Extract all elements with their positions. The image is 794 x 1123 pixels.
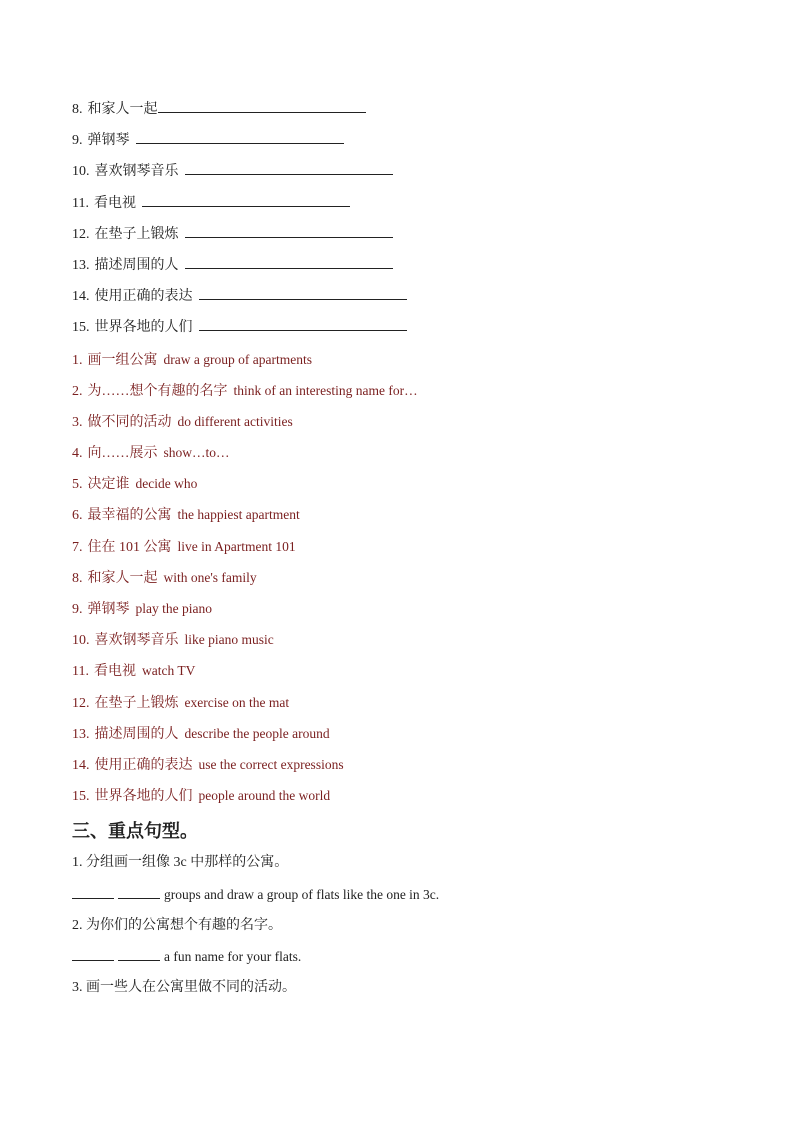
answer-chinese: 为……想个有趣的名字	[87, 383, 228, 399]
answer-chinese: 弹钢琴	[87, 602, 130, 617]
word-blank[interactable]	[118, 948, 160, 961]
section-heading: 三、重点句型。	[72, 821, 198, 843]
question-number: 15.	[72, 320, 90, 336]
answer-row	[72, 410, 732, 441]
word-blank[interactable]	[72, 886, 114, 899]
sentence-text: groups and draw a group of flats like the one in 3c.	[164, 886, 440, 902]
answer-english: like piano music	[184, 632, 274, 648]
answer-english: people around the world	[198, 788, 331, 804]
question-row	[72, 98, 732, 129]
sentence-fill-row	[72, 945, 732, 976]
question-number: 8.	[72, 102, 83, 117]
answer-number: 2.	[72, 383, 83, 399]
answer-english: live in Apartment 101	[177, 538, 296, 554]
sentence-prompt: 3. 画一些人在公寓里做不同的活动。	[72, 980, 296, 996]
answer-row	[72, 503, 732, 534]
answer-chinese: 做不同的活动	[87, 414, 172, 430]
answer-number: 4.	[72, 446, 83, 462]
question-text: 弹钢琴	[87, 133, 130, 149]
answer-row	[72, 535, 732, 566]
worksheet-page	[72, 98, 732, 1007]
answer-english: do different activities	[177, 413, 293, 429]
answer-number: 12.	[72, 695, 90, 711]
answer-english: play the piano	[135, 601, 212, 616]
answer-number: 13.	[72, 726, 90, 742]
answer-row	[72, 348, 732, 379]
answer-chinese: 画一组公寓	[87, 352, 158, 368]
question-number: 14.	[72, 289, 90, 305]
answer-chinese: 使用正确的表达	[94, 757, 193, 773]
answer-row	[72, 691, 732, 722]
question-text: 和家人一起	[87, 102, 158, 117]
answer-row	[72, 441, 732, 472]
answer-blank[interactable]	[158, 98, 366, 113]
answer-number: 6.	[72, 508, 83, 524]
answer-english: the happiest apartment	[177, 507, 300, 523]
answer-blank[interactable]	[185, 254, 393, 269]
answer-number: 15.	[72, 789, 90, 805]
answer-chinese: 在垫子上锻炼	[94, 695, 179, 711]
question-text: 看电视	[93, 195, 136, 211]
question-number: 12.	[72, 226, 90, 242]
question-text: 喜欢钢琴音乐	[94, 164, 179, 180]
answer-english: describe the people around	[184, 725, 330, 741]
answer-blank[interactable]	[185, 160, 393, 175]
answer-row	[72, 628, 732, 659]
question-row	[72, 285, 732, 316]
question-row	[72, 192, 732, 223]
answer-chinese: 决定谁	[87, 477, 130, 493]
question-number: 10.	[72, 164, 90, 180]
question-text: 描述周围的人	[94, 257, 179, 273]
answer-chinese: 和家人一起	[87, 570, 158, 586]
question-row	[72, 160, 732, 191]
answer-number: 3.	[72, 414, 83, 430]
answer-chinese: 最幸福的公寓	[87, 508, 172, 524]
answer-row	[72, 566, 732, 597]
question-number: 13.	[72, 257, 90, 273]
sentence-text: a fun name for your flats.	[164, 948, 302, 964]
answer-chinese: 看电视	[93, 664, 136, 680]
answer-chinese: 描述周围的人	[94, 726, 179, 742]
question-text: 世界各地的人们	[94, 320, 193, 336]
sentence-prompt: 1. 分组画一组像 3c 中那样的公寓。	[72, 855, 289, 871]
answer-english: watch TV	[141, 663, 196, 679]
answer-row	[72, 753, 732, 784]
answer-english: think of an interesting name for…	[233, 382, 418, 398]
answer-row	[72, 472, 732, 503]
answer-number: 14.	[72, 757, 90, 773]
answer-english: decide who	[135, 476, 198, 492]
question-number: 9.	[72, 133, 83, 149]
question-text: 使用正确的表达	[94, 289, 193, 305]
answer-blank[interactable]	[199, 316, 407, 331]
answer-chinese: 喜欢钢琴音乐	[94, 633, 179, 649]
answer-row	[72, 379, 732, 410]
answer-blank[interactable]	[142, 192, 350, 207]
answer-number: 1.	[72, 352, 83, 368]
question-number: 11.	[72, 195, 89, 211]
question-row	[72, 316, 732, 347]
answer-english: show…to…	[163, 445, 230, 461]
answer-row	[72, 659, 732, 690]
question-text: 在垫子上锻炼	[94, 226, 179, 242]
word-blank[interactable]	[72, 948, 114, 961]
answer-blank[interactable]	[185, 223, 393, 238]
answer-number: 8.	[72, 570, 83, 586]
answer-blank[interactable]	[199, 285, 407, 300]
question-row	[72, 223, 732, 254]
answer-number: 10.	[72, 633, 90, 649]
answer-number: 7.	[72, 539, 83, 555]
answer-english: exercise on the mat	[184, 694, 290, 710]
answer-english: with one's family	[163, 569, 257, 585]
answer-row	[72, 597, 732, 628]
sentence-fill-row	[72, 883, 732, 914]
answer-blank[interactable]	[136, 129, 344, 144]
answer-number: 9.	[72, 602, 83, 617]
answer-row	[72, 722, 732, 753]
answer-chinese: 住在 101 公寓	[87, 539, 172, 555]
question-row	[72, 254, 732, 285]
answer-chinese: 向……展示	[87, 446, 158, 462]
answer-number: 11.	[72, 664, 89, 680]
answer-english: use the correct expressions	[198, 756, 344, 772]
word-blank[interactable]	[118, 886, 160, 899]
question-row	[72, 129, 732, 160]
sentence-prompt: 2. 为你们的公寓想个有趣的名字。	[72, 917, 282, 933]
answer-english: draw a group of apartments	[163, 351, 312, 367]
answer-row	[72, 784, 732, 815]
answer-chinese: 世界各地的人们	[94, 789, 193, 805]
answer-number: 5.	[72, 477, 83, 493]
